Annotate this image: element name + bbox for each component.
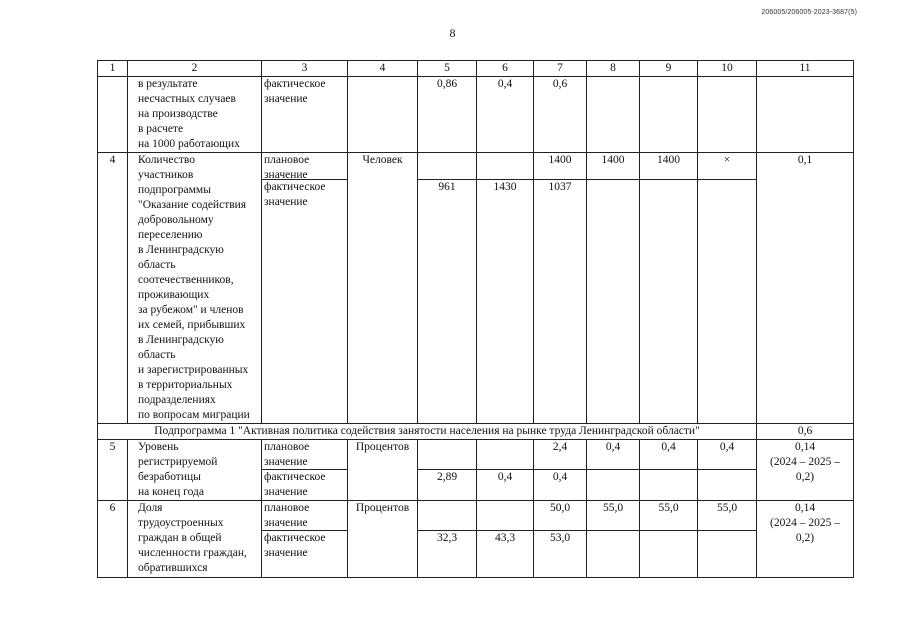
value-cell: [534, 153, 587, 424]
header-cell: 5: [418, 61, 477, 77]
table-row: [98, 153, 854, 424]
value-cell: [698, 77, 757, 153]
actual-value: [587, 179, 639, 180]
planned-value: ×: [723, 154, 731, 166]
header-cell: 4: [348, 61, 418, 77]
actual-value: 1037: [534, 179, 586, 195]
value-cell: [587, 440, 640, 501]
value-cell: [534, 501, 587, 578]
actual-value: 32,3: [418, 530, 476, 546]
indicator-name: в результате несчастных случаев на производстве в расчете на 1000 работающих: [128, 77, 262, 153]
value-cell: 0,4: [477, 77, 534, 153]
actual-value: [640, 179, 697, 180]
document-id: 206005/206005-2023-3687(5): [761, 9, 857, 16]
actual-value: [698, 530, 756, 531]
unit: Процентов: [348, 501, 418, 578]
planned-value: 1400: [657, 154, 680, 166]
actual-value: [640, 530, 697, 531]
subprogram-weight: 0,6: [757, 424, 854, 440]
value-cell: [698, 153, 757, 424]
value-type: фактическое значение: [262, 77, 348, 153]
planned-value: [418, 153, 476, 179]
header-cell: 10: [698, 61, 757, 77]
planned-value: 0,4: [605, 441, 621, 453]
header-cell: 9: [640, 61, 698, 77]
value-type: [262, 153, 348, 424]
table-row: [98, 77, 854, 153]
value-cell: 0,86: [418, 77, 477, 153]
planned-value: [477, 440, 533, 469]
planned-label: плановое значение: [264, 154, 310, 181]
actual-value: 2,89: [418, 469, 476, 485]
planned-value: 1400: [548, 154, 572, 166]
planned-value: [418, 501, 476, 530]
planned-label: плановое значение: [264, 502, 310, 529]
table-row: [98, 501, 854, 578]
weight-cell: 0,14 (2024 – 2025 – 0,2): [757, 440, 854, 501]
value-cell: [418, 440, 477, 501]
table-row: [98, 440, 854, 501]
value-cell: [640, 501, 698, 578]
unit: Человек: [348, 153, 418, 424]
actual-label: фактическое значение: [262, 179, 347, 210]
subprogram-row: [98, 424, 854, 440]
row-number: 4: [98, 153, 128, 424]
header-cell: 7: [534, 61, 587, 77]
weight-cell: 0,14 (2024 – 2025 – 0,2): [757, 501, 854, 578]
planned-value: 55,0: [658, 502, 679, 514]
header-cell: 6: [477, 61, 534, 77]
value-cell: [477, 501, 534, 578]
actual-value: 53,0: [534, 530, 586, 546]
weight-cell: [757, 77, 854, 153]
actual-value: 1430: [477, 179, 533, 195]
page-number: 8: [449, 26, 456, 40]
header-row: [98, 61, 854, 77]
planned-value: 0,4: [719, 441, 735, 453]
actual-value: 0,4: [534, 469, 586, 485]
planned-value: 50,0: [549, 502, 571, 514]
value-cell: [418, 501, 477, 578]
actual-value: [587, 469, 639, 470]
value-type: [262, 501, 348, 578]
weight-cell: 0,1: [757, 153, 854, 424]
indicator-name: Уровень регистрируемой безработицы на конец года: [128, 440, 262, 501]
value-cell: [698, 501, 757, 578]
actual-value: [698, 179, 756, 180]
planned-value: 2,4: [552, 441, 568, 453]
planned-value: 1400: [601, 154, 625, 166]
row-number: [98, 77, 128, 153]
actual-value: [587, 530, 639, 531]
planned-value: [477, 153, 533, 179]
value-cell: [640, 77, 698, 153]
actual-label: фактическое значение: [262, 530, 347, 561]
planned-value: [477, 501, 533, 530]
planned-value: [418, 440, 476, 469]
indicators-table: [97, 60, 854, 578]
value-type: [262, 440, 348, 501]
actual-value: 0,4: [477, 469, 533, 485]
indicator-name: Количество участников подпрограммы "Оказание содействия добровольному переселению в Ленинградскую область соотечественников, проживающих за рубежом" и членов их семей, прибывших в Ленинградскую область и зарегистрированных в территориальных подразделениях по вопросам миграции: [128, 153, 262, 424]
planned-value: 0,4: [661, 441, 676, 453]
value-cell: [640, 440, 698, 501]
row-number: 5: [98, 440, 128, 501]
subprogram-title: Подпрограмма 1 "Активная политика содействия занятости населения на рынке труда Ленинградской области": [98, 424, 757, 440]
value-cell: [418, 153, 477, 424]
actual-label: фактическое значение: [262, 469, 347, 500]
header-cell: 1: [98, 61, 128, 77]
header-cell: 11: [757, 61, 854, 77]
value-cell: [587, 77, 640, 153]
value-cell: [587, 501, 640, 578]
actual-value: 43,3: [477, 530, 533, 546]
value-cell: [477, 153, 534, 424]
value-cell: [640, 153, 698, 424]
planned-label: плановое значение: [264, 441, 310, 468]
unit: Процентов: [348, 440, 418, 501]
actual-value: 961: [418, 179, 476, 195]
value-cell: [698, 440, 757, 501]
header-cell: 3: [262, 61, 348, 77]
indicator-name: Доля трудоустроенных граждан в общей численности граждан, обратившихся: [128, 501, 262, 578]
planned-value: 55,0: [602, 502, 624, 514]
actual-value: [640, 469, 697, 470]
value-cell: [587, 153, 640, 424]
value-cell: [477, 440, 534, 501]
value-cell: [534, 440, 587, 501]
unit: [348, 77, 418, 153]
header-cell: 2: [128, 61, 262, 77]
value-cell: 0,6: [534, 77, 587, 153]
actual-value: [698, 469, 756, 470]
row-number: 6: [98, 501, 128, 578]
planned-value: 55,0: [716, 502, 738, 514]
header-cell: 8: [587, 61, 640, 77]
